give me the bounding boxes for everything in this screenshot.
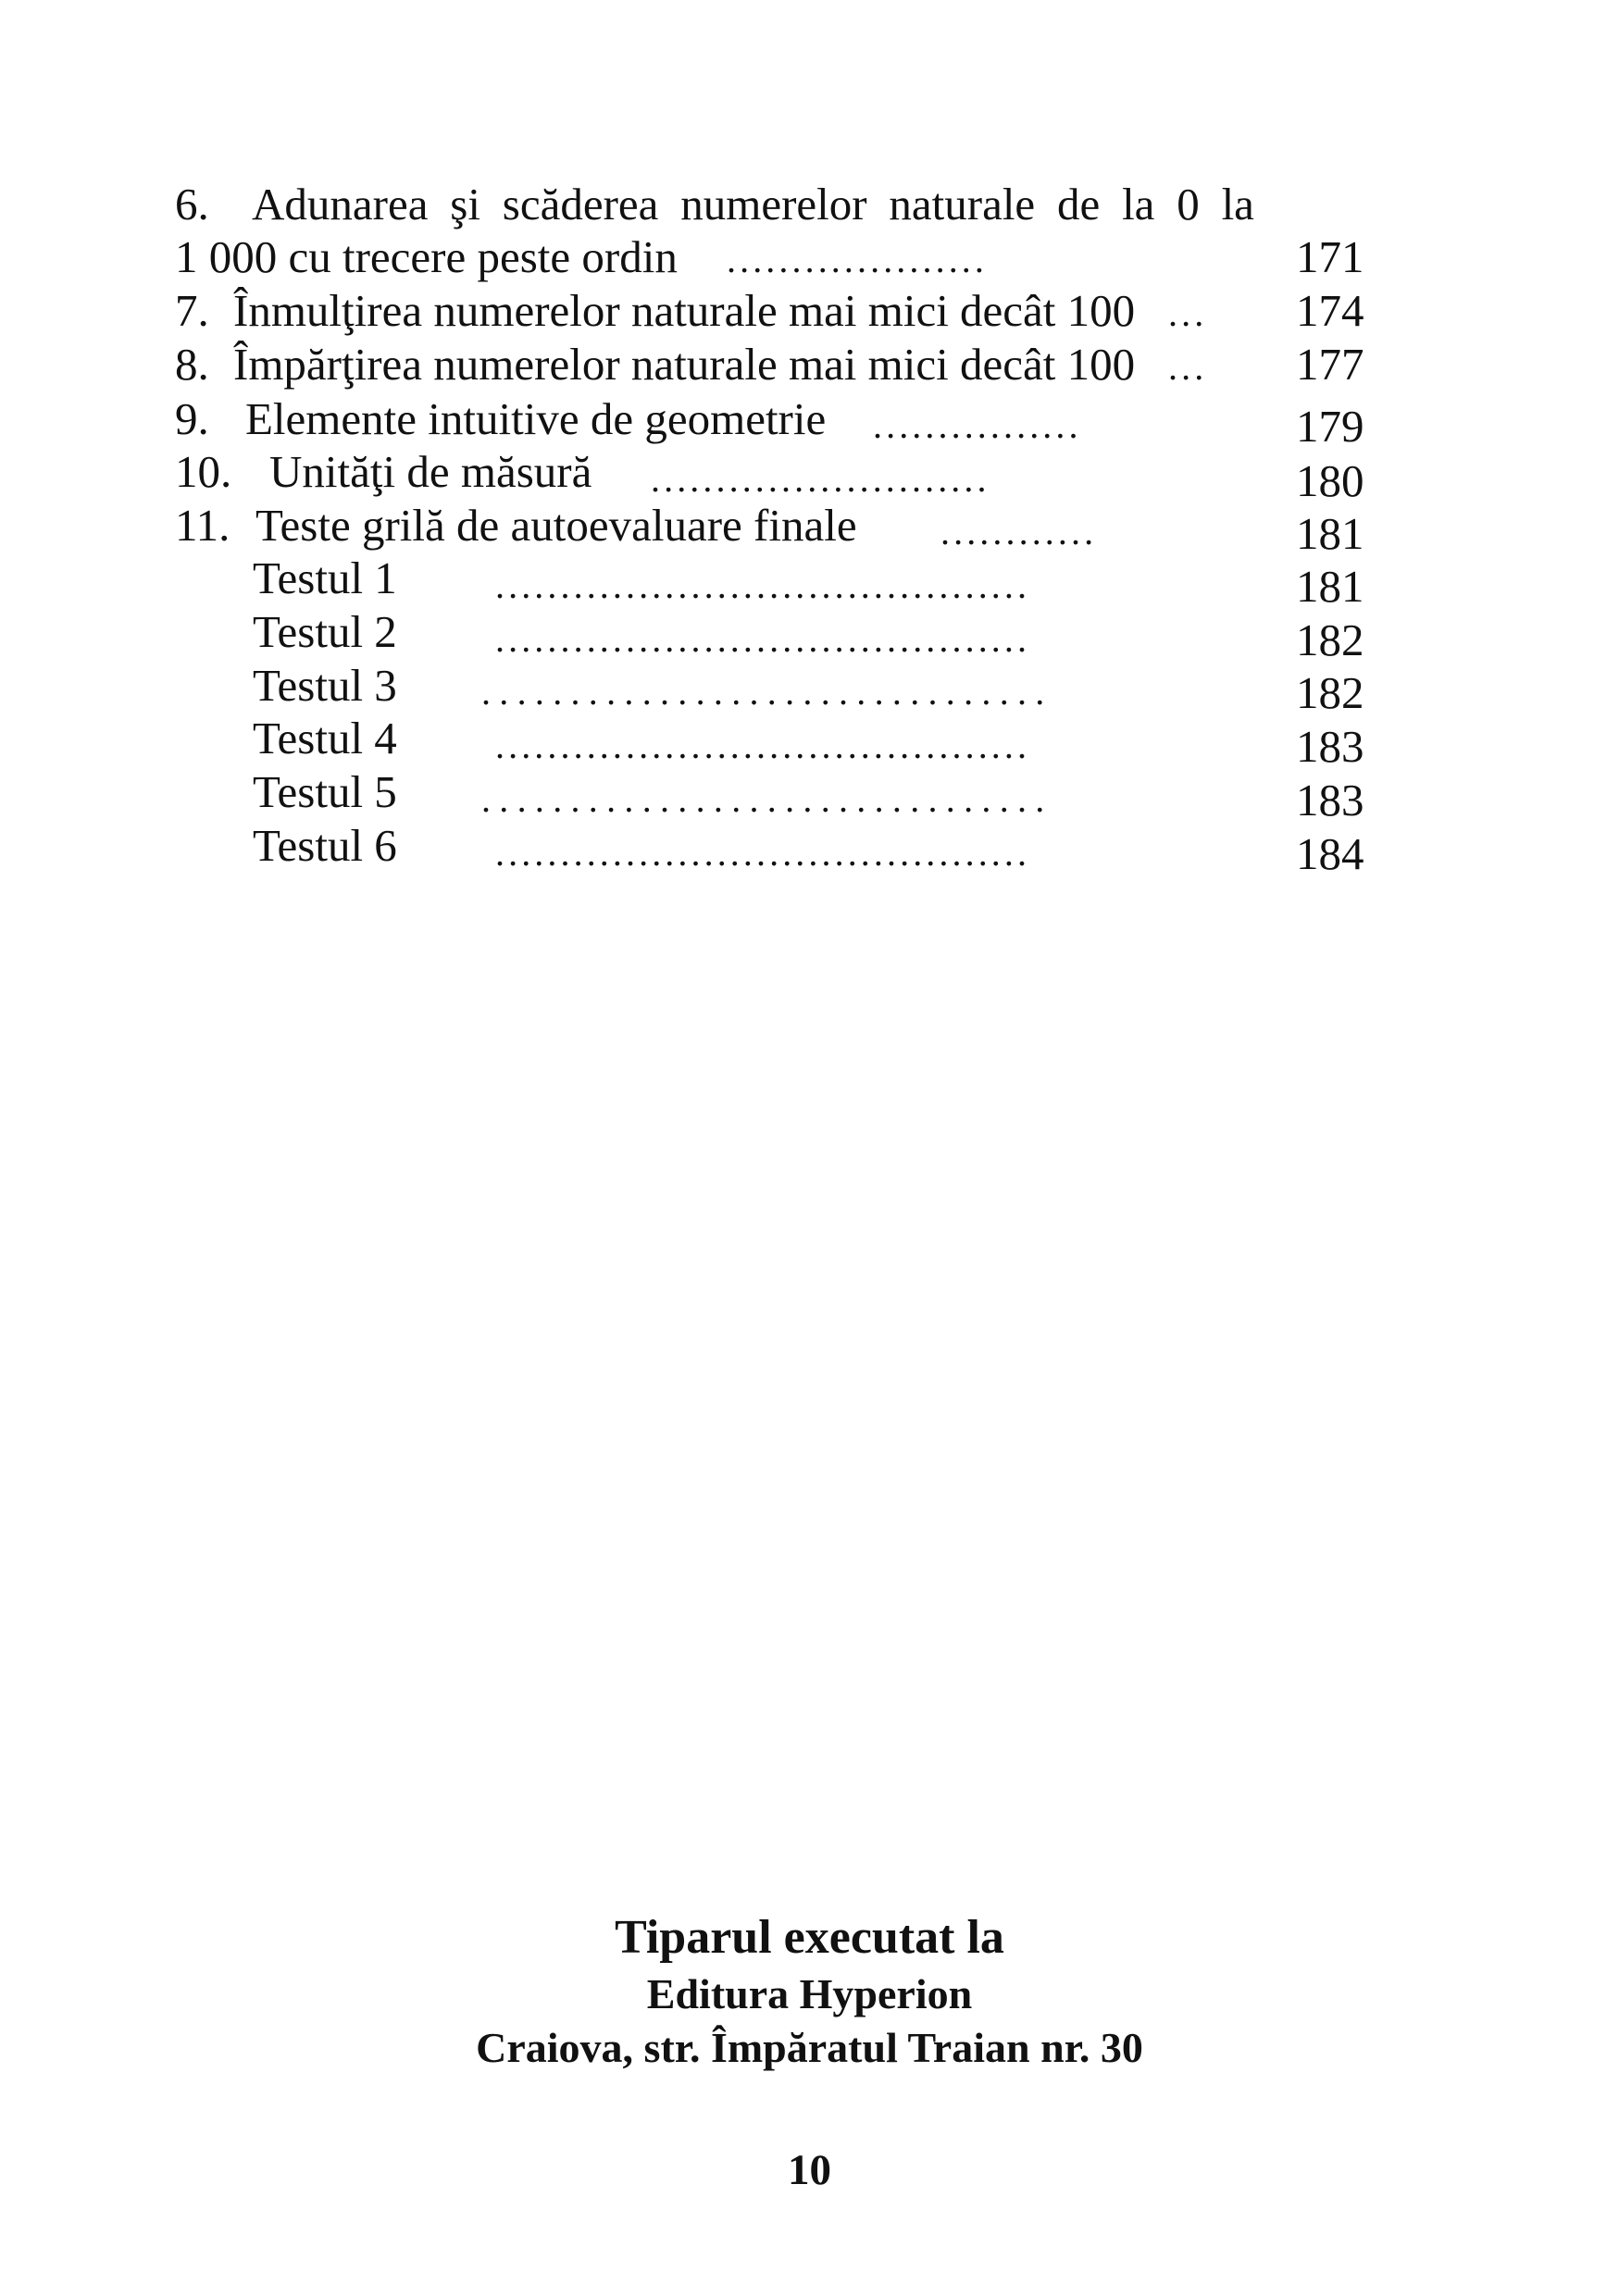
toc-leader-dots: ......................................... <box>495 618 1031 660</box>
toc-leader-dots: .......................... <box>651 458 990 500</box>
toc-entry-title-line2: 1 000 cu trecere peste ordin <box>175 231 678 282</box>
toc-page-number: 181 <box>1296 508 1364 559</box>
toc-leader-dots: ... <box>1168 292 1208 334</box>
toc-page-number: 179 <box>1296 401 1364 452</box>
toc-word: şi <box>450 179 480 230</box>
toc-word: 0 <box>1177 179 1200 230</box>
toc-leader-dots: ................................ <box>481 671 1053 713</box>
toc-test-title: Testul 1 <box>253 552 397 603</box>
toc-test-title: Testul 3 <box>253 660 397 711</box>
toc-entry-title: Elemente intuitive de geometrie <box>245 393 827 444</box>
imprint-line-1: Tiparul executat la <box>615 1911 1004 1964</box>
toc-page-number: 177 <box>1296 339 1364 390</box>
toc-page-number: 182 <box>1296 667 1364 718</box>
toc-entry-number: 11. <box>175 500 230 551</box>
toc-word: Adunarea <box>252 179 429 230</box>
toc-entry-title-line1 <box>252 178 1254 230</box>
toc-page-number: 182 <box>1296 614 1364 665</box>
toc-entry-title: Unităţi de măsură <box>269 446 592 497</box>
toc-leader-dots: .................... <box>727 239 988 280</box>
toc-word: la <box>1122 179 1155 230</box>
toc-test-title: Testul 2 <box>253 606 397 657</box>
imprint-line-3: Craiova, str. Împăratul Traian nr. 30 <box>476 2024 1143 2071</box>
toc-entry-number: 9. <box>175 393 209 444</box>
toc-leader-dots: ......................................... <box>495 565 1031 606</box>
toc-page-number: 171 <box>1296 231 1364 282</box>
toc-word: naturale <box>889 179 1036 230</box>
toc-leader-dots: ............ <box>940 511 1098 552</box>
imprint-line-2: Editura Hyperion <box>646 1970 973 2017</box>
toc-entry-title: Înmulţirea numerelor naturale mai mici decât 100 <box>233 285 1136 336</box>
toc-page-number: 181 <box>1296 561 1364 612</box>
toc-leader-dots: ......................................... <box>495 725 1031 766</box>
toc-test-title: Testul 5 <box>253 766 397 817</box>
toc-word: scăderea <box>502 179 659 230</box>
toc-entry-number: 10. <box>175 446 232 497</box>
toc-test-title: Testul 6 <box>253 820 397 871</box>
toc-leader-dots: ... <box>1168 346 1208 388</box>
toc-word: numerelor <box>680 179 867 230</box>
toc-entry-number: 6. <box>175 179 209 230</box>
page-number: 10 <box>788 2146 831 2194</box>
toc-entry-number: 8. <box>175 339 209 390</box>
toc-leader-dots: ......................................... <box>495 832 1031 874</box>
toc-word: la <box>1221 179 1254 230</box>
toc-page-number: 180 <box>1296 455 1364 506</box>
toc-page-number: 183 <box>1296 721 1364 772</box>
toc-entry-number: 7. <box>175 285 209 336</box>
toc-word: de <box>1057 179 1101 230</box>
toc-page-number: 184 <box>1296 828 1364 879</box>
toc-entry-title: Teste grilă de autoevaluare finale <box>255 500 857 551</box>
toc-leader-dots: ................ <box>873 404 1082 446</box>
table-of-contents <box>0 0 1619 907</box>
toc-test-title: Testul 4 <box>253 713 397 763</box>
toc-entry-title: Împărţirea numerelor naturale mai mici decât 100 <box>233 339 1136 390</box>
toc-page-number: 183 <box>1296 775 1364 825</box>
toc-leader-dots: ................................ <box>481 778 1053 820</box>
toc-page-number: 174 <box>1296 285 1364 336</box>
